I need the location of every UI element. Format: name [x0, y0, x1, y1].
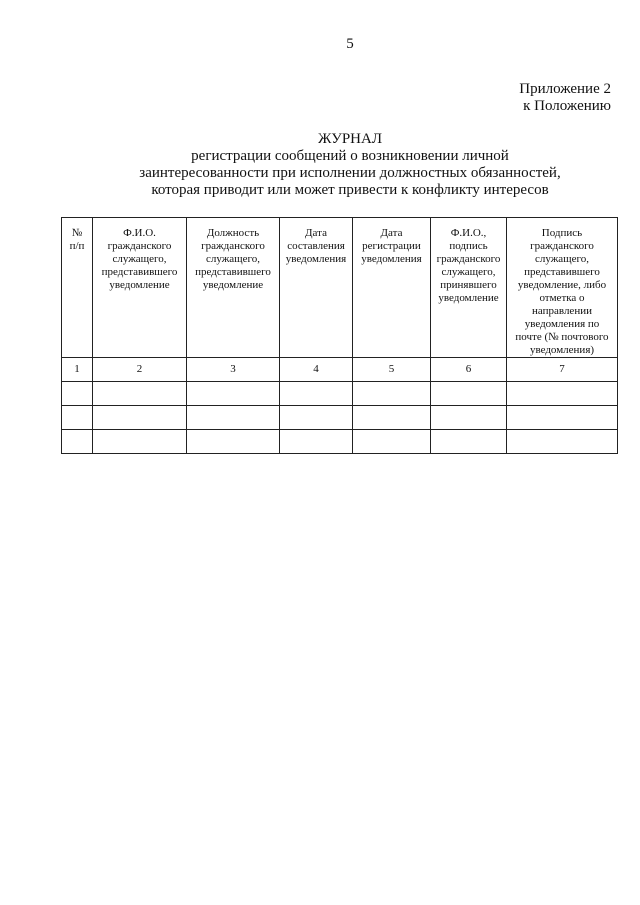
table-cell — [353, 406, 431, 430]
header-cell — [280, 218, 353, 358]
table-cell — [62, 406, 93, 430]
header-text: Дата регистрации уведомления — [361, 227, 422, 265]
table-cell — [507, 406, 618, 430]
column-number: 2 — [93, 358, 187, 382]
table-row — [62, 430, 618, 454]
header-cell — [62, 218, 93, 358]
header-text: Ф.И.О., подпись гражданского служащего, принявшего уведомление — [436, 227, 501, 304]
table-cell — [93, 406, 187, 430]
table-cell — [353, 430, 431, 454]
journal-table — [61, 217, 618, 454]
document-title — [0, 131, 640, 199]
table-cell — [431, 382, 507, 406]
header-cell — [93, 218, 187, 358]
table-cell — [280, 406, 353, 430]
table-row — [62, 382, 618, 406]
appendix-line: Приложение 2 — [519, 81, 611, 97]
table-cell — [353, 382, 431, 406]
header-row — [62, 218, 618, 358]
header-cell — [187, 218, 280, 358]
appendix-reference: к Положению — [523, 98, 611, 114]
table-cell — [431, 430, 507, 454]
header-cell — [353, 218, 431, 358]
column-number: 1 — [62, 358, 93, 382]
header-text: Должность гражданского служащего, представившего уведомление — [195, 227, 271, 291]
table-cell — [187, 406, 280, 430]
table-cell — [507, 430, 618, 454]
title-line-3: которая приводит или может привести к конфликту интересов — [151, 182, 549, 198]
table-cell — [93, 430, 187, 454]
header-text: Дата составления уведомления — [285, 227, 347, 265]
column-number: 4 — [280, 358, 353, 382]
table-cell — [93, 382, 187, 406]
header-text: Подпись гражданского служащего, представившего уведомление, либо отметка о направлении уведомления по почте (№ почтового уведомления) — [515, 227, 609, 356]
table-cell — [431, 406, 507, 430]
title-line-2: заинтересованности при исполнении должностных обязанностей, — [139, 165, 561, 181]
page-number: 5 — [346, 36, 354, 52]
appendix-note — [519, 81, 611, 115]
table-row — [62, 406, 618, 430]
column-number: 7 — [507, 358, 618, 382]
column-number: 5 — [353, 358, 431, 382]
title-heading: ЖУРНАЛ — [317, 131, 383, 147]
column-number: 6 — [431, 358, 507, 382]
column-number-row — [62, 358, 618, 382]
table-cell — [187, 430, 280, 454]
table-cell — [507, 382, 618, 406]
table-cell — [280, 382, 353, 406]
header-cell — [431, 218, 507, 358]
table-cell — [62, 430, 93, 454]
header-text: Ф.И.О. гражданского служащего, представившего уведомление — [101, 227, 178, 291]
table-cell — [187, 382, 280, 406]
table-cell — [62, 382, 93, 406]
title-line-1: регистрации сообщений о возникновении личной — [191, 148, 509, 164]
header-text: № п/п — [69, 227, 85, 252]
header-cell — [507, 218, 618, 358]
table-cell — [280, 430, 353, 454]
column-number: 3 — [187, 358, 280, 382]
